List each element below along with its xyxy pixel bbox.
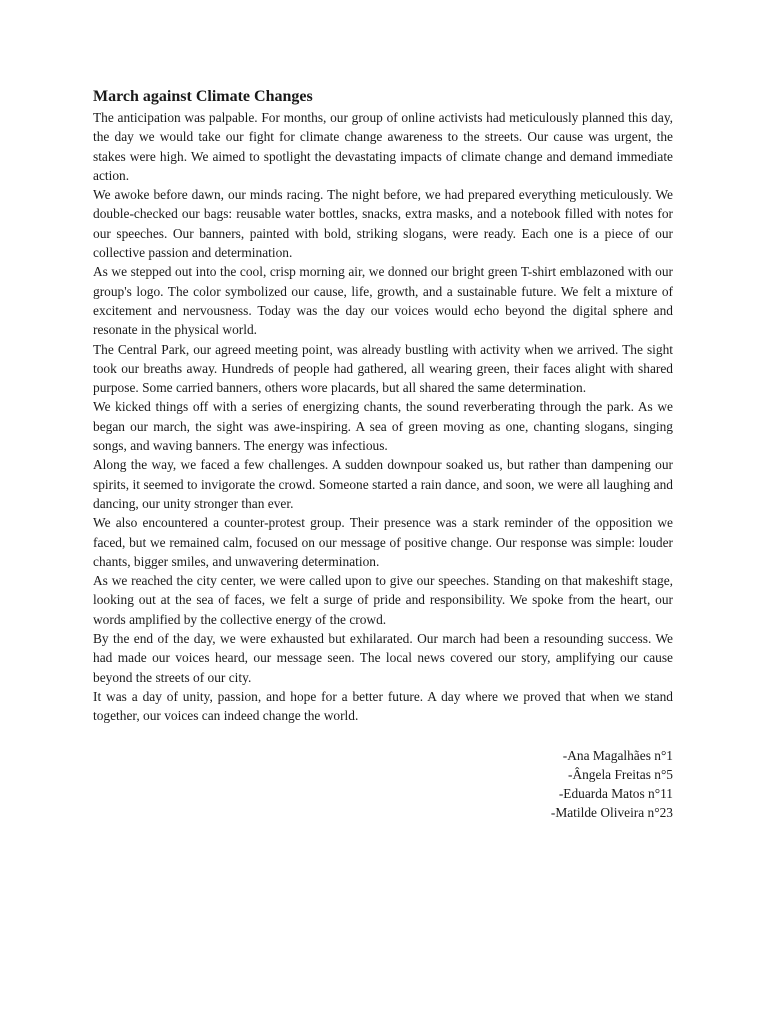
- paragraph: We also encountered a counter-protest group. Their presence was a stark reminder of the opposition we faced, but we remained calm, focused on our message of positive change. Our response was simple: louder chants, bigger smiles, and unwavering determination.: [93, 515, 673, 569]
- document-title: March against Climate Changes: [93, 88, 313, 105]
- paragraph: We awoke before dawn, our minds racing. The night before, we had prepared everything meticulously. We double-checked our bags: reusable water bottles, snacks, extra masks, and a notebook filled with notes for our speeches. Our banners, painted with bold, striking slogans, were ready. Each one is a piece of our collective passion and determination.: [93, 187, 673, 261]
- paragraph: The Central Park, our agreed meeting point, was already bustling with activity when we arrived. The sight took our breaths away. Hundreds of people had gathered, all wearing green, their faces alight with shared purpose. Some carried banners, others wore placards, but all shared the same determination.: [93, 341, 673, 396]
- author-signature: -Eduarda Matos n°11: [558, 786, 673, 802]
- author-signature: -Ângela Freitas n°5: [567, 766, 673, 782]
- paragraph: As we stepped out into the cool, crisp morning air, we donned our bright green T-shirt emblazoned with our group's logo. The color symbolized our cause, life, growth, and a sustainable future. We felt a mixture of excitement and nervousness. Today was the day our voices would echo beyond the digital sphere and resonate in the physical world.: [93, 264, 673, 338]
- paragraph: We kicked things off with a series of energizing chants, the sound reverberating through the park. As we began our march, the sight was awe-inspiring. A sea of green moving as one, chanting slogans, singing songs, and waving banners. The energy was infectious.: [93, 399, 673, 454]
- signature-block: [93, 746, 673, 823]
- paragraph: Along the way, we faced a few challenges. A sudden downpour soaked us, but rather than dampening our spirits, it seemed to invigorate the crowd. Someone started a rain dance, and soon, we were all laughing and dancing, our unity stronger than ever.: [93, 457, 673, 511]
- paragraph: As we reached the city center, we were called upon to give our speeches. Standing on that makeshift stage, looking out at the sea of faces, we felt a surge of pride and responsibility. We spoke from the heart, our words amplified by the collective energy of the crowd.: [93, 573, 673, 627]
- author-signature: -Matilde Oliveira n°23: [550, 805, 673, 821]
- author-signature: -Ana Magalhães n°1: [562, 747, 673, 763]
- paragraph: The anticipation was palpable. For months, our group of online activists had meticulously planned this day, the day we would take our fight for climate change awareness to the streets. Our cause was urgent, the stakes were high. We aimed to spotlight the devastating impacts of climate change and demand immediate action.: [93, 110, 673, 183]
- paragraph: It was a day of unity, passion, and hope for a better future. A day where we proved that when we stand together, our voices can indeed change the world.: [93, 688, 673, 724]
- document-body: [93, 87, 673, 823]
- paragraph: By the end of the day, we were exhausted but exhilarated. Our march had been a resounding success. We had made our voices heard, our message seen. The local news covered our story, amplifying our cause beyond the streets of our city.: [93, 631, 673, 685]
